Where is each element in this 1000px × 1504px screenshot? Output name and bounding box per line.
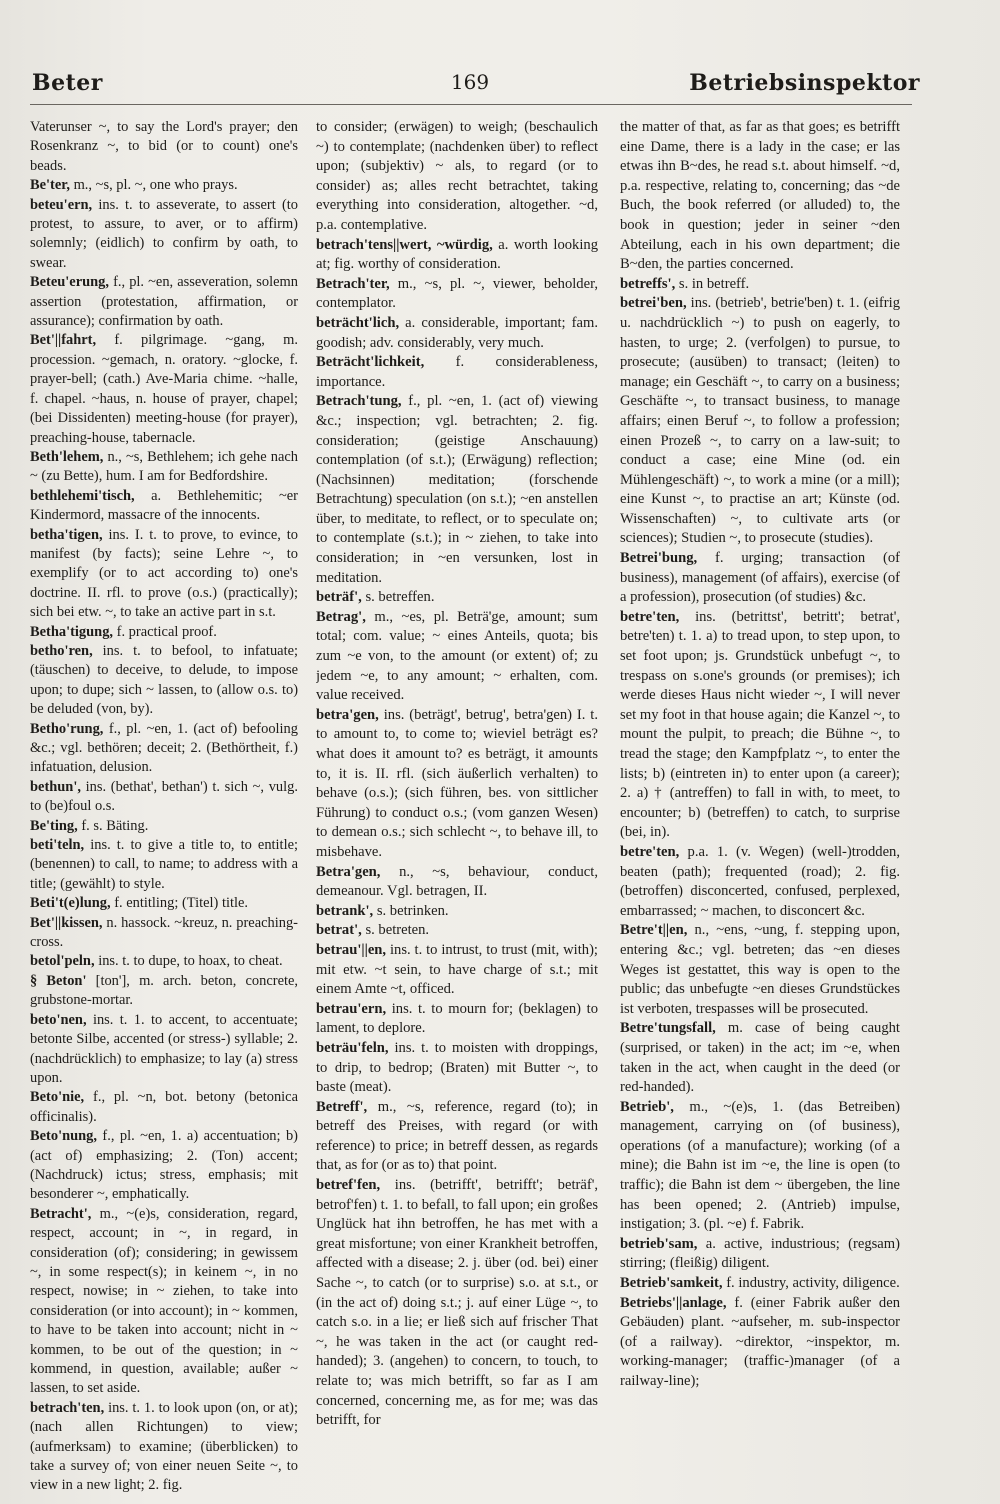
- dictionary-entry: [30, 623, 298, 642]
- entry-definition: the matter of that, as far as that goes; es betrifft eine Dame, there is a lady in the case; er las etwas ihn B~des, he read s.t. about himself. ~d, p.a. respective, relating to, concerning; das ~de Buch, the book referred (or alluded) to, the book in question; jeder in seiner ~den Abteilung, each in his own department; die B~den, the parties concerned.: [620, 119, 900, 273]
- entry-headword: beträcht'lich,: [316, 314, 400, 331]
- entry-headword: beto'nen,: [30, 1011, 87, 1028]
- dictionary-entry: [316, 1000, 598, 1039]
- entry-definition: f. s. Bäting.: [77, 817, 149, 834]
- entry-headword: beti'teln,: [30, 837, 85, 854]
- dictionary-entry: [620, 843, 900, 921]
- dictionary-entry: [30, 1399, 298, 1496]
- header-first-headword: Beter: [32, 70, 103, 96]
- entry-definition: f. practical proof.: [113, 623, 217, 640]
- entry-headword: Betrag',: [316, 608, 366, 625]
- entry-definition: m., ~(e)s, consideration, regard, respect, account; in ~, in regard, in consideration (of); considering; in gewissem ~, in some respect(s); in keinem ~, in no respect, nowise; in ~ ziehen, to take into consideration (or into account); in ~ kommen, to have to be taken into account; nicht in ~ kommen, to be out of the question; in ~ kommend, in question, available; außer ~ lassen, to set aside.: [30, 1205, 298, 1397]
- entry-definition: ins. t. to moisten with droppings, to drip, to bedrop; (Braten) mit Butter ~, to baste (meat).: [316, 1039, 598, 1096]
- dictionary-entry: [316, 314, 598, 353]
- entry-headword: betrieb'sam,: [620, 1235, 698, 1252]
- dictionary-entry: [620, 921, 900, 1019]
- dictionary-entry: [620, 1294, 900, 1392]
- entry-headword: Betreff',: [316, 1098, 368, 1115]
- entry-definition: f. urging; transaction (of business), management (of affairs), exercise (of a profession), prosecution (of studies) &c.: [620, 550, 900, 606]
- dictionary-entry: [316, 706, 598, 863]
- entry-headword: Betriebs'||anlage,: [620, 1294, 727, 1311]
- entry-definition: ins. t. to dupe, to hoax, to cheat.: [94, 953, 283, 970]
- entry-definition: to consider; (erwägen) to weigh; (beschaulich ~) to contemplate; (nachdenken über) to reflect upon; (subjektiv) ~ als, to regard (or to consider) as; alles recht betrachtet, taking everything into consideration, altogether. ~d, p.a. contemplative.: [316, 119, 598, 233]
- entry-definition: f., pl. ~en, asseveration, solemn assertion (protestation, affirmation, or assurance); confirmation by oath.: [30, 274, 298, 330]
- entry-headword: Betrei'bung,: [620, 550, 698, 567]
- dictionary-entry: [30, 642, 298, 720]
- header-last-headword: Betriebsinspektor: [689, 70, 920, 96]
- entry-headword: Betracht',: [30, 1205, 92, 1222]
- entry-definition: ins. t. 1. to look upon (on, or at); (nach allen Richtungen) to view; (aufmerksam) to examine; (überblicken) to take a survey of; von einer neuen Seite ~, to view in a new light; 2. fig.: [30, 1399, 298, 1494]
- entry-headword: Betra'gen,: [316, 863, 381, 880]
- entry-headword: betrei'ben,: [620, 295, 687, 312]
- dictionary-entry: [316, 902, 598, 922]
- entry-definition: f. pilgrimage. ~gang, m. procession. ~gemach, n. oratory. ~glocke, f. prayer-bell; (cath.) Ave-Maria chime. ~halle, f. chapel. ~haus, n. house of prayer, chapel; (bei Dissidenten) meeting-house (for prayer), preaching-house, tabernacle.: [30, 332, 298, 446]
- entry-headword: Beth'lehem,: [30, 448, 104, 465]
- entry-definition: m., ~es, pl. Beträ'ge, amount; sum total; com. value; ~ eines Anteils, quota; bis zum ~e von, to the amount (or extent) of; zu jedem ~e, to any amount; ~ erhalten, com. value received.: [316, 608, 598, 704]
- entry-headword: Beti't(e)lung,: [30, 895, 111, 912]
- entry-headword: betrau'||en,: [316, 941, 387, 958]
- entry-definition: s. betreten.: [361, 922, 430, 939]
- entry-definition: ins. t. to intrust, to trust (mit, with); mit etw. ~t sein, to have charge of s.t.; mit einem Amte ~t, officed.: [316, 941, 598, 998]
- entry-headword: Betrieb',: [620, 1098, 674, 1115]
- entry-definition: m., ~(e)s, 1. (das Betreiben) management, carrying on (of business), operations (of a manufacture); working (of a mine); die Bahn ist im ~e, the line is open (to traffic); die Bahn ist dem ~ übergeben, the line has been opened; 2. (Antrieb) impulse, instigation; 3. (pl. ~e) f. Fabrik.: [620, 1098, 900, 1233]
- dictionary-entry: [30, 914, 298, 953]
- dictionary-entry: [316, 941, 598, 1000]
- entry-headword: betreffs',: [620, 275, 676, 292]
- dictionary-entry: [30, 176, 298, 195]
- entry-definition: ins. t. to befool, to infatuate; (täuschen) to deceive, to delude, to impose upon; to dupe; sich ~ lassen, to (allow o.s. to) be deluded (von, by).: [30, 642, 298, 718]
- entry-definition: ins. (betrifft', betrifft'; beträf', betrof'fen) t. 1. to befall, to fall upon; ein großes Unglück hat ihn betroffen, he has met with a great misfortune; von einer Krankheit betroffen, affected with a disease; 2. j. über (od. bei) einer Sache ~, to catch (or to surprise) s.o. at s.t., or (in the act of) doing s.t.; j. auf einer Lüge ~, to catch s.o. in a lie; er ließ sich auf frischer That ~, he was taken in the act (or caught red-handed); 3. (angehen) to concern, to touch, to relate to; was mich betrifft, so far as I am concerned, concerning me, as for me; was das betrifft, for: [316, 1177, 598, 1429]
- entry-headword: betol'peln,: [30, 953, 95, 970]
- entry-headword: Beteu'erung,: [30, 274, 109, 291]
- entry-headword: beträu'feln,: [316, 1039, 389, 1056]
- column-2: [316, 118, 598, 1498]
- entry-definition: n., ~ens, ~ung, f. stepping upon, entering &c.; vgl. betreten; das ~en dieses Weges ist gestattet, this way is open to the public; das unbefugte ~en dieses Grundstückes ist verboten, trespasses will be prosecuted.: [620, 922, 900, 1017]
- column-3: [620, 118, 900, 1498]
- dictionary-entry: [620, 608, 900, 843]
- dictionary-entry: [30, 720, 298, 778]
- entry-definition: f. entitling; (Titel) title.: [110, 895, 249, 912]
- dictionary-entry: [316, 392, 598, 588]
- dictionary-entry: [316, 1176, 598, 1431]
- dictionary-entry: [30, 972, 298, 1011]
- entry-definition: n., ~s, Bethlehem; ich gehe nach ~ (zu Bette), hum. I am for Bedfordshire.: [30, 448, 298, 485]
- entry-headword: Betho'rung,: [30, 720, 104, 737]
- dictionary-entry: [30, 778, 298, 817]
- entry-headword: betrach'ten,: [30, 1399, 105, 1416]
- entry-definition: ins. t. 1. to accent, to accentuate; betonte Silbe, accented (or stress-) syllable; 2. (nachdrücklich) to emphasize; to lay (a) stress upon.: [30, 1011, 298, 1086]
- entry-definition: ins. I. t. to prove, to evince, to manifest (by facts); seine Lehre ~, to exemplify (or to act according to) one's doctrine. II. rfl. to prove (o.s.) (practically); sich bei etw. ~, to take an active part in s.t.: [30, 526, 298, 621]
- entry-definition: f. industry, activity, diligence.: [722, 1275, 900, 1292]
- entry-headword: Betrach'tung,: [316, 393, 402, 410]
- entry-definition: ins. t. to mourn for; (beklagen) to lament, to deplore.: [316, 1000, 598, 1037]
- entry-definition: m., ~s, pl. ~, viewer, beholder, contemplator.: [316, 275, 598, 312]
- dictionary-entry: [620, 1098, 900, 1235]
- entry-headword: betra'gen,: [316, 706, 379, 723]
- dictionary-entry: [30, 836, 298, 894]
- header-rule: [30, 104, 912, 105]
- dictionary-entry: [316, 353, 598, 392]
- dictionary-entry: [30, 196, 298, 274]
- entry-definition: f., pl. ~en, 1. a) accentuation; b) (act of) emphasizing; 2. (Ton) accent; (Nachdruck) ictus; stress, emphasis; mit besonderer ~, emphatically.: [30, 1128, 298, 1203]
- entry-headword: beteu'ern,: [30, 196, 93, 213]
- entry-headword: Bet'||kissen,: [30, 914, 103, 931]
- entry-headword: betha'tigen,: [30, 526, 103, 543]
- dictionary-entry: [620, 549, 900, 608]
- entry-headword: betrau'ern,: [316, 1000, 387, 1017]
- dictionary-entry: [620, 1274, 900, 1294]
- entry-definition: f., pl. ~en, 1. (act of) befooling &c.; vgl. bethören; deceit; 2. (Bethörtheit, f.) infatuation, delusion.: [30, 720, 298, 776]
- entry-definition: f. considerableness, importance.: [316, 354, 598, 390]
- entry-definition: n., ~s, behaviour, conduct, demeanour. Vgl. betragen, II.: [316, 863, 598, 900]
- entry-definition: m., ~s, pl. ~, one who prays.: [69, 177, 238, 194]
- entry-definition: n. hassock. ~kreuz, n. preaching-cross.: [30, 914, 298, 951]
- entry-definition: ins. (betrieb', betrie'ben) t. 1. (eifrig u. nachdrücklich ~) to push on eagerly, to hasten, to urge; 2. (verfolgen) to pursue, to prosecute; (ausüben) to transact; (leiten) to manage; ein Geschäft ~, to carry on a business; Geschäfte ~, to transact business, to manage affairs; einen Beruf ~, to follow a profession; einen Prozeß ~, to carry on a law-suit; to conduct a case; eine Mine (od. ein Mühlengeschäft) ~, to work a mine (or a mill); eine Kunst ~, to practise an art; Künste (od. Wissenschaften) ~, to cultivate arts (or sciences); Studien ~, to prosecute (studies).: [620, 295, 900, 547]
- entry-definition: m. case of being caught (surprised, or taken) in the act; im ~e, when taken in the act, when caught in the deed (or red-handed).: [620, 1020, 900, 1096]
- entry-headword: Beträcht'lichkeit,: [316, 354, 425, 371]
- entry-definition: ins. (bethat', bethan') t. sich ~, vulg. to (be)foul o.s.: [30, 778, 298, 815]
- entry-headword: § Beton': [30, 972, 87, 989]
- entry-definition: s. in betreff.: [675, 275, 750, 292]
- entry-definition: f., pl. ~en, 1. (act of) viewing &c.; inspection; vgl. betrachten; 2. fig. consideration; (geistige Anschauung) contemplation (of s.t.); (Erwägung) reflection; (Nachsinnen) meditation; (forschende Betrachtung) speculation (on s.t.); ~en anstellen über, to meditate, to reflect, or to speculate on; to contemplate (s.t.); in ~ ziehen, to take into consideration; in ~en versunken, lost in meditation.: [316, 393, 598, 586]
- entry-definition: [ton'], m. arch. beton, concrete, grubstone-mortar.: [30, 972, 298, 1009]
- entry-definition: s. betreffen.: [361, 589, 435, 606]
- entry-headword: bethun',: [30, 778, 81, 795]
- entry-headword: Be'ter,: [30, 177, 70, 194]
- page-number: 169: [450, 70, 490, 94]
- dictionary-entry: [620, 1019, 900, 1097]
- dictionary-entry: [620, 294, 900, 549]
- dictionary-entry: [30, 526, 298, 623]
- entry-headword: Betrach'ter,: [316, 275, 390, 292]
- dictionary-entry: [30, 894, 298, 913]
- entry-definition: ins. (betrittst', betritt'; betrat', betre'ten) t. 1. a) to tread upon, to step upon, to set foot upon; js. Grundstück unbefugt ~, to trespass on s.one's grounds (or premises); ich werde dieses Haus nicht wieder ~, I will never set my foot in that house again; die Kanzel ~, to mount the pulpit, to preach; die Bühne ~, to tread the stage; den Kampfplatz ~, to enter the lists; b) (eintreten in) to enter upon (a career); 2. a) † (antreffen) to fall in with, to meet, to encounter; b) (betreffen) to catch, to surprise (bei, in).: [620, 608, 900, 841]
- entry-definition: a. Bethlehemitic; ~er Kindermord, massacre of the innocents.: [30, 487, 298, 524]
- dictionary-entry: [316, 1098, 598, 1176]
- dictionary-entry: [316, 588, 598, 608]
- entry-definition: m., ~s, reference, regard (to); in betreff des Preises, with regard (or with reference) to price; in betreff dessen, as regards that, as for (or as to) that point.: [316, 1098, 598, 1174]
- entry-headword: Betre't||en,: [620, 922, 688, 939]
- dictionary-entry: [30, 1127, 298, 1205]
- entry-headword: betre'ten,: [620, 843, 680, 860]
- dictionary-entry: [30, 273, 298, 331]
- dictionary-entry: [30, 817, 298, 836]
- entry-definition: f. (einer Fabrik außer den Gebäuden) plant. ~aufseher, m. sub-inspector (of a railway). ~direktor, ~inspektor, m. working-manager; (traffic-)manager (of a railway-line);: [620, 1294, 900, 1389]
- entry-headword: bethlehemi'tisch,: [30, 487, 135, 504]
- entry-headword: betre'ten,: [620, 608, 680, 625]
- entry-definition: ins. t. to asseverate, to assert (to protest, to assure, to aver, or to affirm) solemnly; (eidlich) to confirm by oath, to swear.: [30, 196, 298, 271]
- entry-headword: betrank',: [316, 902, 374, 919]
- entry-definition: Vaterunser ~, to say the Lord's prayer; den Rosenkranz ~, to bid (or to count) one's beads.: [30, 119, 298, 174]
- dictionary-entry: [30, 1205, 298, 1399]
- entry-headword: Betha'tigung,: [30, 623, 114, 640]
- dictionary-entry: [620, 118, 900, 275]
- entry-headword: Beto'nung,: [30, 1128, 97, 1145]
- dictionary-entry: [316, 608, 598, 706]
- entry-definition: p.a. 1. (v. Wegen) (well-)trodden, beaten (path); frequented (road); 2. fig. (betroffen) disconcerted, confused, perplexed, embarrassed; ~ machen, to disconcert &c.: [620, 843, 900, 919]
- dictionary-entry: [30, 1011, 298, 1089]
- entry-definition: ins. t. to give a title to, to entitle; (benennen) to call, to name; to address with a title; (gewählt) to style.: [30, 837, 298, 892]
- page-header: [20, 70, 920, 104]
- entry-headword: Beto'nie,: [30, 1089, 85, 1106]
- entry-headword: betref'fen,: [316, 1177, 381, 1194]
- dictionary-entry: [620, 275, 900, 295]
- dictionary-entry: [30, 448, 298, 487]
- dictionary-entry: [316, 118, 598, 236]
- dictionary-entry: [30, 952, 298, 971]
- dictionary-entry: [30, 1088, 298, 1127]
- dictionary-entry: [316, 921, 598, 941]
- entry-headword: Bet'||fahrt,: [30, 332, 97, 349]
- entry-headword: betrach'tens||wert, ~würdig,: [316, 236, 493, 253]
- entry-definition: a. active, industrious; (regsam) stirring; (fleißig) diligent.: [620, 1235, 900, 1272]
- dictionary-entry: [620, 1235, 900, 1274]
- dictionary-entry: [30, 118, 298, 176]
- dictionary-entry: [316, 275, 598, 314]
- entry-definition: a. worth looking at; fig. worthy of consideration.: [316, 236, 598, 273]
- entry-definition: a. considerable, important; fam. goodish; adv. considerably, very much.: [316, 314, 598, 351]
- entry-headword: beträf',: [316, 589, 362, 606]
- entry-headword: Be'ting,: [30, 817, 78, 834]
- entry-headword: betrat',: [316, 922, 362, 939]
- entry-definition: s. betrinken.: [373, 902, 449, 919]
- entry-definition: f., pl. ~n, bot. betony (betonica officinalis).: [30, 1089, 298, 1125]
- column-1: [30, 118, 298, 1498]
- dictionary-entry: [30, 487, 298, 526]
- entry-definition: ins. (beträgt', betrug', betra'gen) I. t. to amount to, to come to; wieviel beträgt es? what does it amount to? es beträgt, it amounts to, it is. II. rfl. (sich äußerlich verhalten) to behave (o.s.); (sich führen, bes. von sittlicher Führung) to conduct o.s.; (vom ganzen Wesen) to demean o.s.; sich schlecht ~, to behave ill, to misbehave.: [316, 706, 598, 860]
- entry-headword: Betrieb'samkeit,: [620, 1275, 723, 1292]
- entry-headword: Betre'tungsfall,: [620, 1020, 716, 1037]
- dictionary-entry: [316, 236, 598, 275]
- entry-headword: betho'ren,: [30, 642, 93, 659]
- dictionary-entry: [316, 863, 598, 902]
- dictionary-entry: [316, 1039, 598, 1098]
- dictionary-entry: [30, 331, 298, 447]
